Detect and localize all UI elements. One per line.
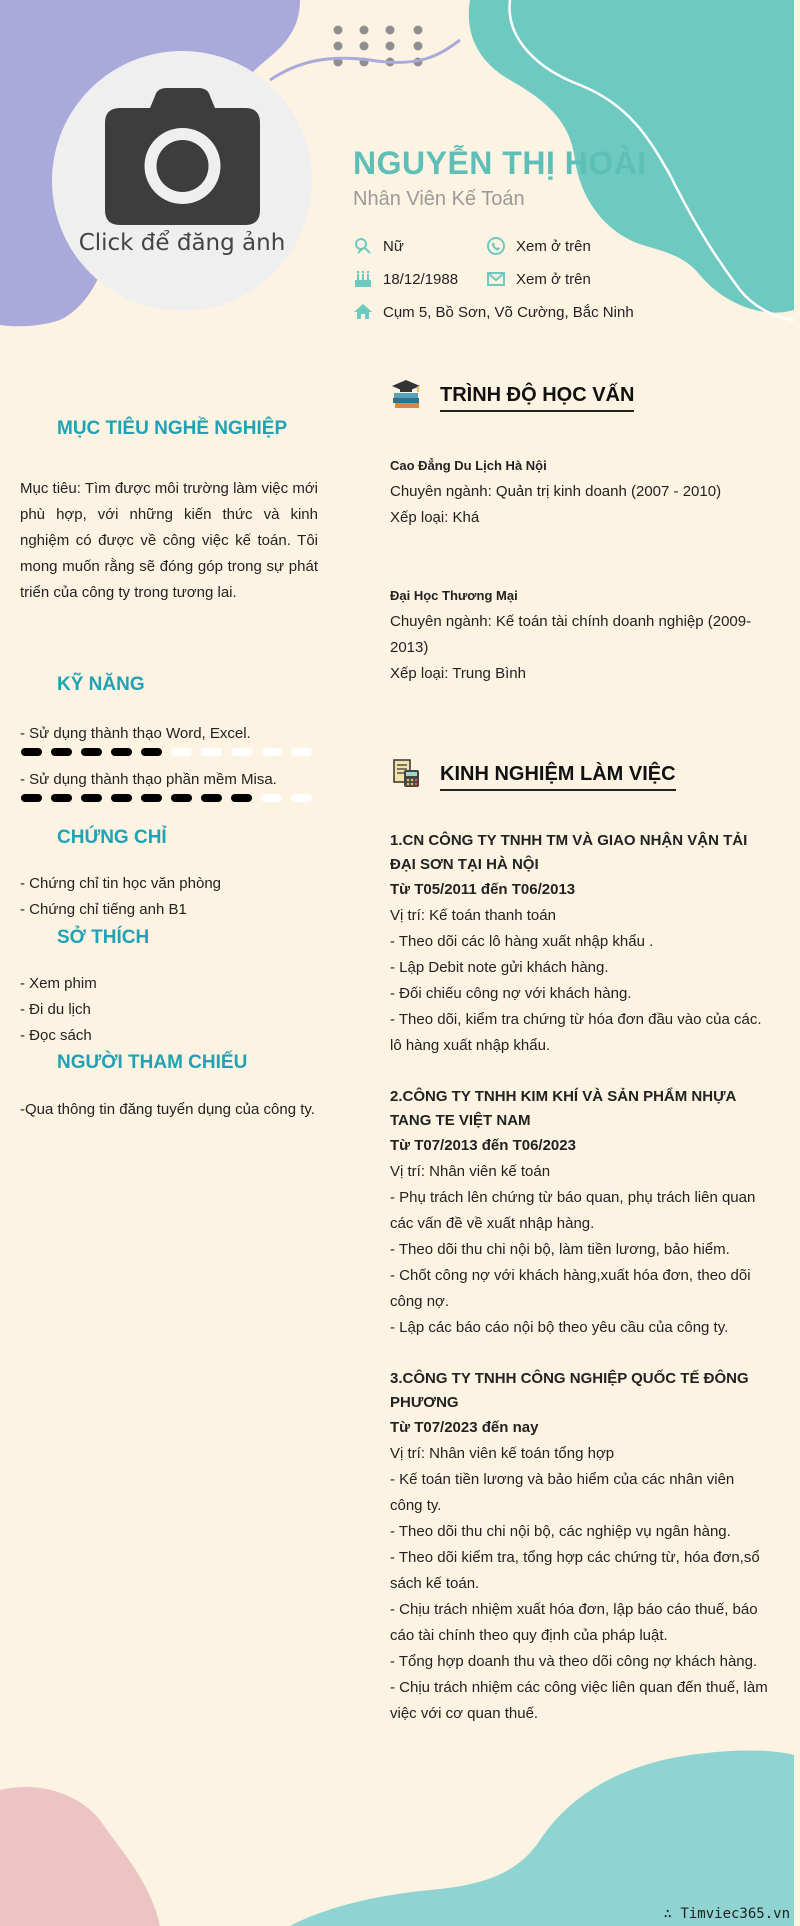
skill-level-segment [51,794,72,802]
skill-level-segment [201,794,222,802]
job-company: 1.CN CÔNG TY TNHH TM VÀ GIAO NHẬN VẬN TẢI ĐẠI SƠN TẠI HÀ NỘI [390,832,748,873]
address-row [353,302,634,322]
job-duty: - Chốt công nợ với khách hàng,xuất hóa đơn, theo dõi công nợ. [390,1267,751,1310]
job-duty: - Chịu trách nhiệm xuất hóa đơn, lập báo cáo thuế, báo cáo tài chính theo quy định của pháp luật. [390,1601,758,1644]
job-duty: - Theo dõi kiểm tra, tổng hợp các chứng từ, hóa đơn,sổ sách kế toán. [390,1549,760,1592]
camera-icon[interactable] [105,88,260,225]
job-period: Từ T05/2011 đến T06/2013 [390,881,576,898]
birthday-cake-icon [353,269,373,289]
skill-level-bar [20,747,320,757]
references-text: -Qua thông tin đăng tuyển dụng của công ty. [20,1101,315,1118]
skill-level-segment [21,794,42,802]
phone-value: Xem ở trên [516,237,591,255]
dob-row [353,269,458,289]
job-duty: - Lập các báo cáo nội bộ theo yêu cầu của công ty. [390,1319,729,1336]
skill-level-segment [141,794,162,802]
phone-row [486,236,591,256]
job-duty: - Theo dõi thu chi nội bộ, làm tiền lương, bảo hiểm. [390,1241,730,1258]
phone-icon [486,236,506,256]
objective-text: Mục tiêu: Tìm được môi trường làm việc mới phù hợp, với những kiến thức và kinh nghiệm có được về công việc kế toán. Tôi mong muốn rằng sẽ đóng góp trong sự phát triển của công ty trong tương lai. [20,480,318,601]
graduation-books-icon [390,378,422,410]
gender-row [353,236,404,256]
email-value: Xem ở trên [516,270,591,288]
calculator-notes-icon [390,757,422,789]
skill-level-segment [231,748,252,756]
job-duty: - Kế toán tiền lương và bảo hiểm của các nhân viên công ty. [390,1471,735,1514]
skill-level-segment [171,794,192,802]
job-duty: - Theo dõi, kiểm tra chứng từ hóa đơn đầu vào của các. lô hàng xuất nhập khẩu. [390,1011,762,1054]
email-row [486,269,591,289]
footer-brand [664,1906,790,1922]
job-position: Vị trí: Kế toán thanh toán [390,907,556,924]
certificates-title: CHỨNG CHỈ [57,827,167,848]
skill-level-segment [291,748,312,756]
hobby-item: - Đi du lịch [20,1001,91,1018]
education-entry [390,453,770,531]
school-major: Chuyên ngành: Kế toán tài chính doanh nghiệp (2009-2013) [390,613,752,656]
job-duty: - Phụ trách lên chứng từ báo quan, phụ trách liên quan các vấn đề về xuất nhập hàng. [390,1189,756,1232]
objective-title: MỤC TIÊU NGHỀ NGHIỆP [57,418,288,439]
brand-mark-icon: ∴ [663,1906,672,1922]
skill-level-segment [111,794,132,802]
photo-upload-label[interactable]: Click để đăng ảnh [78,230,286,256]
experience-title: KINH NGHIỆM LÀM VIỆC [440,763,676,791]
school-name: Đại Học Thương Mại [390,588,518,603]
certificate-item: - Chứng chỉ tin học văn phòng [20,875,221,892]
skill-level-segment [141,748,162,756]
skill-level-segment [51,748,72,756]
hobby-item: - Đọc sách [20,1027,92,1044]
education-title: TRÌNH ĐỘ HỌC VẤN [440,384,634,412]
home-icon [353,302,373,322]
skill-level-segment [81,748,102,756]
job-entry [390,1367,770,1727]
references-title: NGƯỜI THAM CHIẾU [57,1052,248,1073]
job-duty: - Lập Debit note gửi khách hàng. [390,959,609,976]
skill-level-bar [20,793,320,803]
job-duty: - Chịu trách nhiệm các công việc liên quan đến thuế, làm việc với cơ quan thuế. [390,1679,768,1722]
brand-name: Timviec365.vn [680,1906,790,1922]
skill-label: - Sử dụng thành thạo Word, Excel. [20,725,251,742]
skill-level-segment [201,748,222,756]
job-entry [390,829,770,1059]
job-duty: - Theo dõi thu chi nội bộ, các nghiệp vụ ngân hàng. [390,1523,731,1540]
skill-level-segment [231,794,252,802]
job-period: Từ T07/2013 đến T06/2023 [390,1137,576,1154]
dob-value: 18/12/1988 [383,270,459,288]
school-name: Cao Đẳng Du Lịch Hà Nội [390,458,547,473]
skill-level-segment [291,794,312,802]
job-position: Vị trí: Nhân viên kế toán tổng hợp [390,1445,615,1462]
skill-level-segment [21,748,42,756]
skill-label: - Sử dụng thành thạo phần mềm Misa. [20,771,277,788]
job-position: Vị trí: Nhân viên kế toán [390,1163,551,1180]
job-duty: - Tổng hợp doanh thu và theo dõi công nợ khách hàng. [390,1653,758,1670]
skill-level-segment [171,748,192,756]
address-value: Cụm 5, Bồ Sơn, Võ Cường, Bắc Ninh [383,303,634,321]
certificate-item: - Chứng chỉ tiếng anh B1 [20,901,187,918]
school-grade: Xếp loại: Khá [390,509,480,526]
skills-title: KỸ NĂNG [57,674,145,695]
skill-level-segment [261,794,282,802]
gender-icon [353,236,373,256]
job-duty: - Theo dõi các lô hàng xuất nhập khẩu . [390,933,654,950]
job-company: 2.CÔNG TY TNHH KIM KHÍ VÀ SẢN PHẨM NHỰA TANG TE VIỆT NAM [390,1088,736,1129]
skill-level-segment [81,794,102,802]
job-period: Từ T07/2023 đến nay [390,1419,539,1436]
envelope-icon [486,269,506,289]
candidate-title: Nhân Viên Kế Toán [353,188,525,210]
school-grade: Xếp loại: Trung Bình [390,665,526,682]
hobbies-title: SỞ THÍCH [57,927,150,948]
candidate-name: NGUYỄN THỊ HOÀI [353,145,647,181]
gender-value: Nữ [383,237,404,255]
hobby-item: - Xem phim [20,975,97,992]
skill-level-segment [111,748,132,756]
school-major: Chuyên ngành: Quản trị kinh doanh (2007 - 2010) [390,483,722,500]
skill-level-segment [261,748,282,756]
education-entry [390,583,770,687]
job-company: 3.CÔNG TY TNHH CÔNG NGHIỆP QUỐC TẾ ĐÔNG PHƯƠNG [390,1370,749,1411]
job-duty: - Đối chiếu công nợ với khách hàng. [390,985,632,1002]
job-entry [390,1085,770,1341]
